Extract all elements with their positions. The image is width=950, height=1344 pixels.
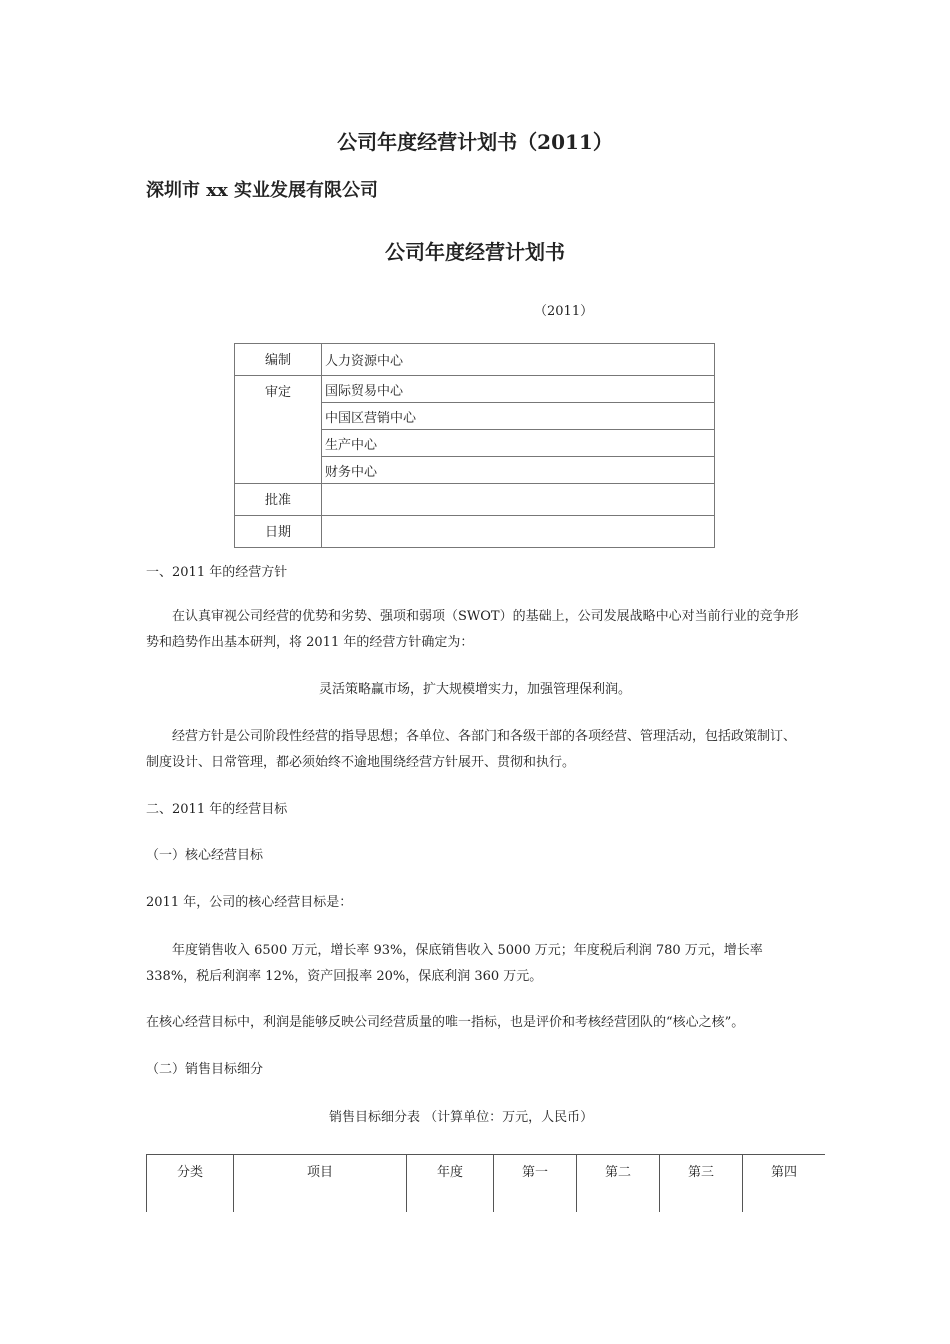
column-header: 年度	[407, 1155, 494, 1213]
column-header: 第二	[577, 1155, 660, 1213]
column-header: 第三	[660, 1155, 743, 1213]
approval-value	[322, 484, 715, 516]
approval-value: 生产中心	[322, 430, 715, 457]
section2-intro: 2011 年，公司的核心经营目标是：	[146, 895, 353, 910]
column-header: 第一	[494, 1155, 577, 1213]
approval-table	[234, 343, 715, 548]
approval-value: 中国区营销中心	[322, 403, 715, 430]
approval-label: 审定	[235, 376, 322, 484]
section2-note: 在核心经营目标中，利润是能够反映公司经营质量的唯一指标，也是评价和考核经营团队的“核心之核”。	[146, 1015, 745, 1030]
company-name: 深圳市 xx 实业发展有限公司	[146, 180, 378, 201]
section1-paragraph-2: 经营方针是公司阶段性经营的指导思想；各单位、各部门和各级干部的各项经营、管理活动，包括政策制订、制度设计、日常管理，都必须始终不逾地围绕经营方针展开、贯彻和执行。	[146, 729, 797, 770]
approval-value: 人力资源中心	[322, 344, 715, 376]
section2-sub1: （一）核心经营目标	[146, 848, 264, 863]
section2-sub2: （二）销售目标细分	[146, 1062, 264, 1077]
approval-value	[322, 516, 715, 548]
year-label: （2011）	[534, 304, 594, 319]
table-row	[235, 344, 715, 376]
table-caption: 销售目标细分表 （计算单位：万元，人民币）	[329, 1110, 594, 1125]
plan-title: 公司年度经营计划书	[385, 240, 565, 264]
section2-targets: 年度销售收入 6500 万元，增长率 93%，保底销售收入 5000 万元；年度税后利润 780 万元，增长率 338%，税后利润率 12%，资产回报率 20%，保底利润 360 万元。	[146, 943, 763, 984]
section1-motto: 灵活策略赢市场，扩大规模增实力，加强管理保利润。	[318, 682, 631, 697]
document-title: 公司年度经营计划书（2011）	[337, 130, 613, 154]
section1-paragraph-1: 在认真审视公司经营的优势和劣势、强项和弱项（SWOT）的基础上，公司发展战略中心对当前行业的竞争形势和趋势作出基本研判，将 2011 年的经营方针确定为：	[146, 609, 799, 650]
table-header-row	[147, 1155, 826, 1213]
approval-value: 财务中心	[322, 457, 715, 484]
sales-target-table	[146, 1154, 825, 1212]
approval-value: 国际贸易中心	[322, 376, 715, 403]
column-header: 分类	[147, 1155, 234, 1213]
column-header: 第四	[743, 1155, 826, 1213]
table-row	[235, 516, 715, 548]
approval-label: 日期	[235, 516, 322, 548]
column-header: 项目	[234, 1155, 407, 1213]
approval-label: 批准	[235, 484, 322, 516]
approval-label: 编制	[235, 344, 322, 376]
table-row	[235, 484, 715, 516]
table-row	[235, 376, 715, 403]
section1-heading: 一、2011 年的经营方针	[146, 565, 288, 580]
section2-heading: 二、2011 年的经营目标	[146, 802, 288, 817]
